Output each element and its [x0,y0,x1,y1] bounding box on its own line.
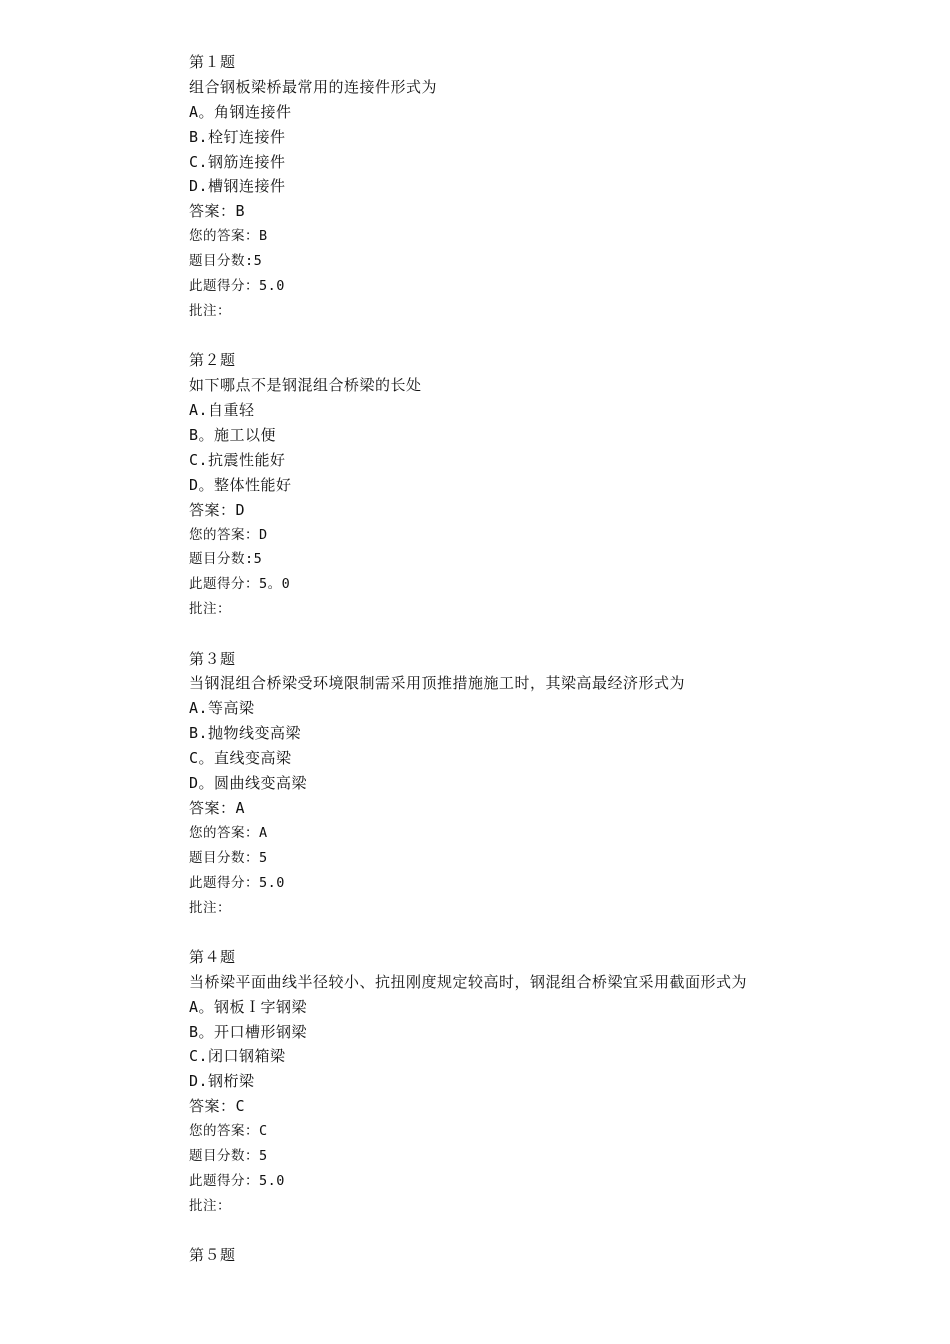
your-answer: 您的答案：A [189,824,268,841]
your-answer: 您的答案：B [189,228,268,245]
question-title: 第４题 [189,947,236,966]
quiz-results-page [189,50,829,1268]
question-1 [189,50,829,324]
option-d: D.钢桁梁 [189,1072,255,1091]
option-b: B。施工以便 [189,425,277,444]
option-a: A.等高梁 [189,699,255,718]
question-score: 此题得分：5。0 [189,576,291,593]
correct-answer: 答案：A [189,798,246,817]
option-d: D。圆曲线变高梁 [189,774,308,793]
question-text: 当桥梁平面曲线半径较小、抗扭刚度规定较高时，钢混组合桥梁宜采用截面形式为 [189,972,748,991]
question-score: 此题得分：5.0 [189,1172,285,1189]
option-c: C.抗震性能好 [189,450,286,469]
question-note: 批注： [189,601,231,618]
question-note: 批注： [189,302,231,319]
question-title: 第３题 [189,649,236,668]
option-c: C.钢筋连接件 [189,152,286,171]
option-d: D.槽钢连接件 [189,177,286,196]
question-score: 此题得分：5.0 [189,874,285,891]
question-title: 第５题 [189,1246,236,1265]
question-points: 题目分数:5 [189,551,263,568]
option-c: C。直线变高梁 [189,749,292,768]
option-a: A。钢板Ｉ字钢梁 [189,997,308,1016]
question-points: 题目分数:5 [189,253,263,270]
question-text: 当钢混组合桥梁受环境限制需采用顶推措施施工时，其梁高最经济形式为 [189,674,686,693]
question-note: 批注： [189,1197,231,1214]
option-a: A.自重轻 [189,401,255,420]
option-c: C.闭口钢箱梁 [189,1047,286,1066]
option-b: B。开口槽形钢梁 [189,1022,308,1041]
correct-answer: 答案：B [189,202,246,221]
question-text: 组合钢板梁桥最常用的连接件形式为 [189,77,438,96]
question-note: 批注： [189,899,231,916]
question-3 [189,647,829,921]
question-text: 如下哪点不是钢混组合桥梁的长处 [189,376,422,395]
question-title: 第１题 [189,53,236,71]
your-answer: 您的答案：C [189,1123,268,1140]
question-2 [189,348,829,622]
correct-answer: 答案：D [189,500,246,519]
question-4 [189,945,829,1219]
question-score: 此题得分：5.0 [189,278,285,295]
your-answer: 您的答案：D [189,526,268,543]
correct-answer: 答案：C [189,1097,246,1116]
option-a: A。角钢连接件 [189,102,292,121]
option-b: B.栓钉连接件 [189,127,286,146]
option-b: B.抛物线变高梁 [189,724,302,743]
question-title: 第２题 [189,351,236,370]
question-points: 题目分数：5 [189,1148,268,1165]
question-5 [189,1243,829,1268]
question-points: 题目分数：5 [189,849,268,866]
option-d: D。整体性能好 [189,475,292,494]
